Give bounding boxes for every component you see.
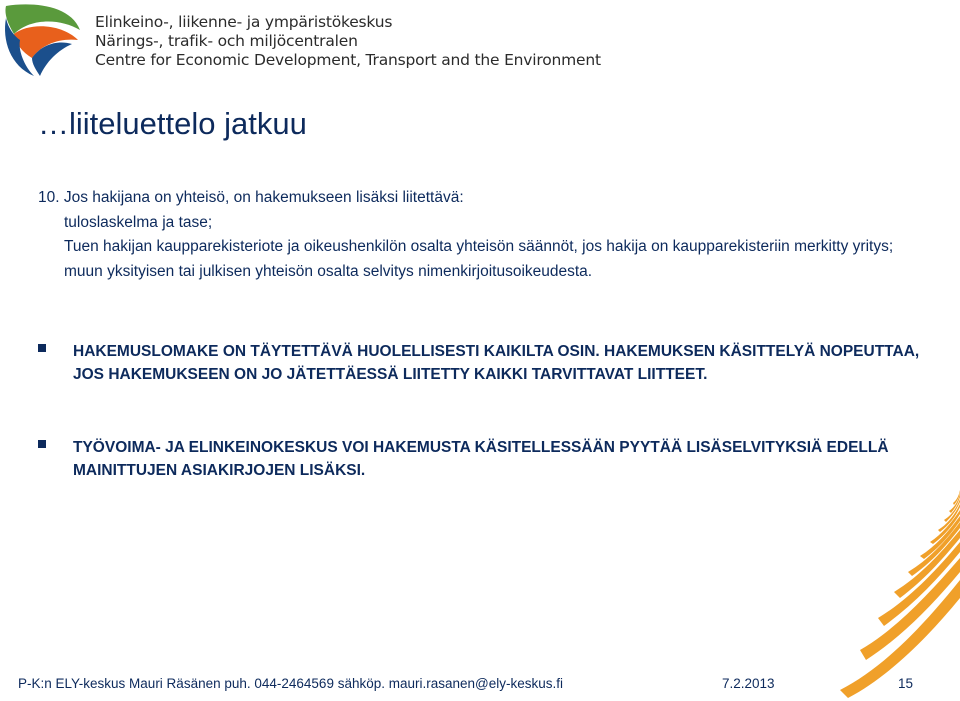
bullet-notice-complete-form: [38, 340, 928, 386]
bullet-square-icon: [38, 344, 46, 352]
footer-date: 7.2.2013: [722, 676, 775, 691]
list-item: Tuen hakijan kaupparekisteriote ja oikeushenkilön osalta yhteisön säännöt, jos hakija on kaupparekisteriin merkitty yritys;: [64, 238, 894, 255]
ely-leaf-logo-icon: [0, 0, 84, 80]
list-item: tuloslaskelma ja tase;: [64, 213, 213, 231]
org-name-sv: Närings-, trafik- och miljöcentralen: [95, 32, 358, 50]
bullet-text: TYÖVOIMA- JA ELINKEINOKESKUS VOI HAKEMUSTA KÄSITELLESSÄÄN PYYTÄÄ LISÄSELVITYKSIÄ EDELLÄ MAINITTUJEN ASIAKIRJOJEN LISÄKSI.: [73, 439, 889, 479]
organization-name: [95, 13, 601, 70]
list-item: muun yksityisen tai julkisen yhteisön osalta selvitys nimenkirjoitusoikeudesta.: [64, 262, 593, 280]
decorative-stripes-icon: [820, 480, 960, 701]
bullet-notice-additional-info: [38, 436, 928, 482]
footer-contact: P-K:n ELY-keskus Mauri Räsänen puh. 044-2464569 sähköp. mauri.rasanen@ely-keskus.fi: [18, 676, 564, 691]
slide-title: …liiteluettelo jatkuu: [38, 106, 307, 141]
footer: [0, 676, 960, 696]
org-name-en: Centre for Economic Development, Transport and the Environment: [95, 51, 601, 69]
bullet-square-icon: [38, 440, 46, 448]
intro-line: 10. Jos hakijana on yhteisö, on hakemukseen lisäksi liitettävä:: [38, 189, 464, 206]
bullet-text: HAKEMUSLOMAKE ON TÄYTETTÄVÄ HUOLELLISESTI KAIKILTA OSIN. HAKEMUKSEN KÄSITTELYÄ NOPEUTTAA, JOS HAKEMUKSEEN ON JO JÄTETTÄESSÄ LIITETTY KAIKKI TARVITTAVAT LIITTEET.: [73, 343, 920, 383]
org-name-fi: Elinkeino-, liikenne- ja ympäristökeskus: [95, 13, 393, 31]
attachment-list: [38, 186, 928, 284]
page-number: 15: [898, 676, 914, 691]
